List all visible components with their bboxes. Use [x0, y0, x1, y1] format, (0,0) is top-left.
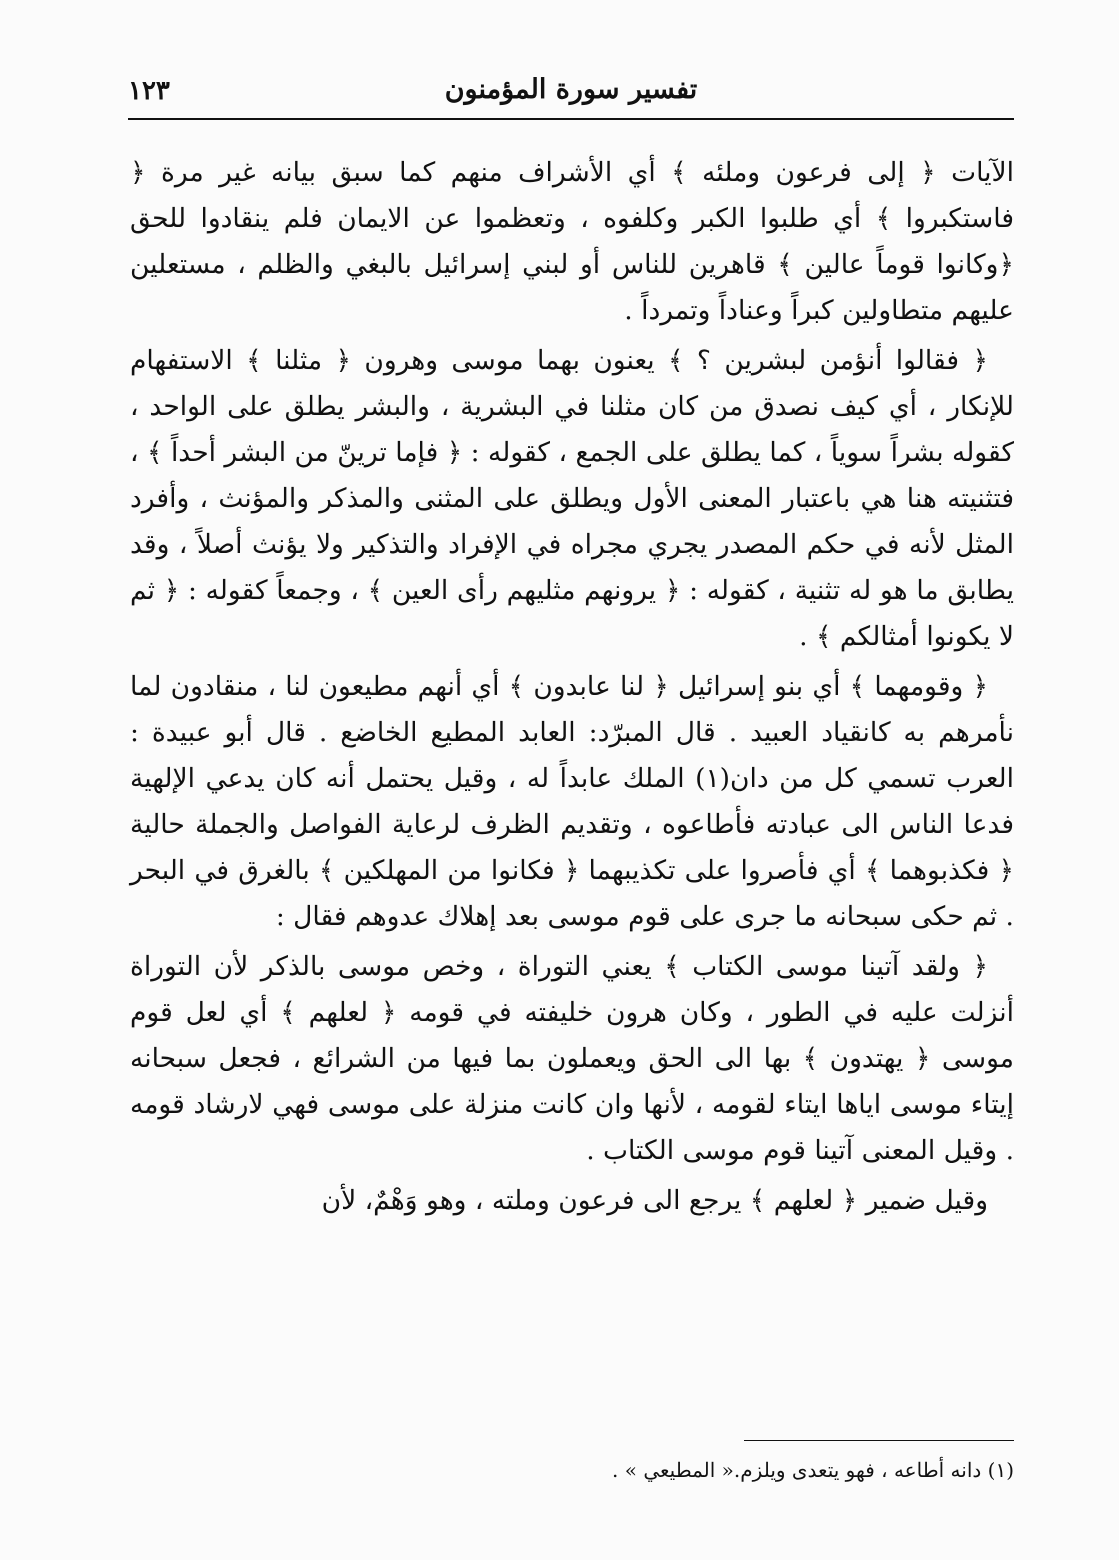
paragraph: الآيات ﴿ إلى فرعون وملئه ﴾ أي الأشراف منهم كما سبق بيانه غير مرة ﴿ فاستكبروا ﴾ أي طلبوا الكبر وكلفوه ، وتعظموا عن الايمان فلم ينقادوا للحق ﴿وكانوا قوماً عالين ﴾ قاهرين للناس أو لبني إسرائيل بالبغي والظلم ، مستعلين عليهم متطاولين كبراً وعناداً وتمرداً .: [130, 157, 1014, 326]
paragraph: ﴿ وقومهما ﴾ أي بنو إسرائيل ﴿ لنا عابدون ﴾ أي أنهم مطيعون لنا ، منقادون لما نأمرهم به كانقياد العبيد . قال المبرّد: العابد المطيع الخاضع . قال أبو عبيدة : العرب تسمي كل من دان(١) الملك عابداً له ، وقيل يحتمل أنه كان يدعي الإلهية فدعا الناس الى عبادته فأطاعوه ، وتقديم الظرف لرعاية الفواصل والجملة حالية ﴿ فكذبوهما ﴾ أي فأصروا على تكذيبهما ﴿ فكانوا من المهلكين ﴾ بالغرق في البحر . ثم حكى سبحانه ما جرى على قوم موسى بعد إهلاك عدوهم فقال :: [130, 671, 1014, 932]
page-header: [128, 70, 1014, 120]
paragraph: ﴿ فقالوا أنؤمن لبشرين ؟ ﴾ يعنون بهما موسى وهرون ﴿ مثلنا ﴾ الاستفهام للإنكار ، أي كيف نصدق من كان مثلنا في البشرية ، والبشر يطلق على الواحد ، كقوله بشراً سوياً ، كما يطلق على الجمع ، كقوله : ﴿ فإما ترينّ من البشر أحداً ﴾ ، فتثنيته هنا هي باعتبار المعنى الأول ويطلق على المثنى والمذكر والمؤنث ، وأفرد المثل لأنه في حكم المصدر يجري مجراه في الإفراد والتذكير ولا يؤنث أصلاً ، وقد يطابق ما هو له تثنية ، كقوله : ﴿ يرونهم مثليهم رأى العين ﴾ ، وجمعاً كقوله : ﴿ ثم لا يكونوا أمثالكم ﴾ .: [130, 345, 1014, 652]
footnote: (١) دانه أطاعه ، فهو يتعدى ويلزم.« المطيعي » .: [612, 1458, 1014, 1482]
paragraph: ﴿ ولقد آتينا موسى الكتاب ﴾ يعني التوراة ، وخص موسى بالذكر لأن التوراة أنزلت عليه في الطور ، وكان هرون خليفته في قومه ﴿ لعلهم ﴾ أي لعل قوم موسى ﴿ يهتدون ﴾ بها الى الحق ويعملون بما فيها من الشرائع ، فجعل سبحانه إيتاء موسى اياها ايتاء لقومه ، لأنها وان كانت منزلة على موسى فهي لارشاد قومه . وقيل المعنى آتينا قوم موسى الكتاب .: [130, 951, 1014, 1166]
main-text: [130, 150, 1014, 1228]
paragraph: وقيل ضمير ﴿ لعلهم ﴾ يرجع الى فرعون وملته ، وهو وَهْمٌ، لأن: [321, 1185, 988, 1216]
page-number: ١٢٣: [128, 76, 170, 106]
page-title: تفسير سورة المؤمنون: [444, 74, 698, 105]
footnote-divider: [744, 1440, 1014, 1441]
